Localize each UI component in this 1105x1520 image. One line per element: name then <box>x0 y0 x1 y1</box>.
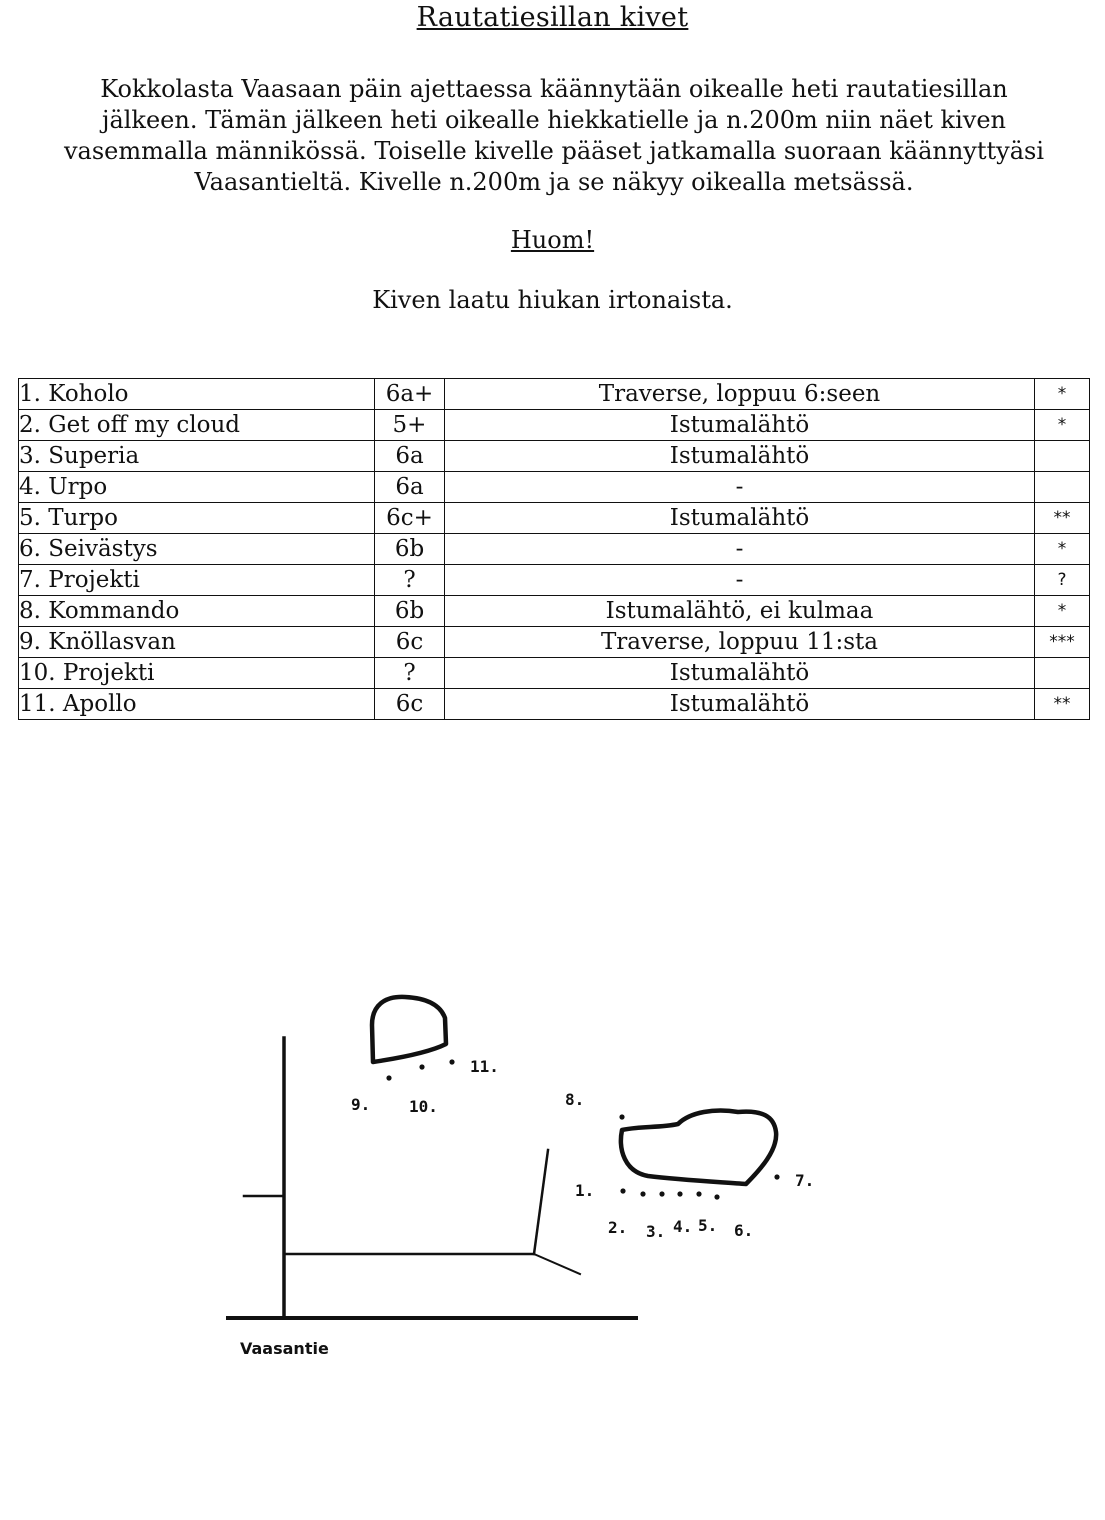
route-label-6: 6. <box>734 1221 754 1240</box>
route-description: - <box>445 534 1035 565</box>
route-description: - <box>445 472 1035 503</box>
route-stars: ** <box>1035 503 1090 534</box>
route-description: Istumalähtö <box>445 503 1035 534</box>
note-heading: Huom! <box>510 226 595 254</box>
route-row <box>19 410 1090 441</box>
route-name: 1. Koholo <box>19 379 375 410</box>
route-row <box>19 441 1090 472</box>
boulder-1-dots <box>386 1059 454 1080</box>
route-label-2: 2. <box>608 1218 628 1237</box>
route-name: 8. Kommando <box>19 596 375 627</box>
route-description: Istumalähtö <box>445 410 1035 441</box>
boulder-2-outline <box>621 1111 776 1185</box>
directions-line: jälkeen. Tämän jälkeen heti oikealle hiekkatielle ja n.200m niin näet kiven <box>102 106 1006 134</box>
route-row <box>19 534 1090 565</box>
route-grade: 6b <box>375 534 445 565</box>
route-stars <box>1035 441 1090 472</box>
route-stars: * <box>1035 410 1090 441</box>
route-description: Istumalähtö <box>445 441 1035 472</box>
route-name: 6. Seivästys <box>19 534 375 565</box>
route-label-5: 5. <box>698 1216 718 1235</box>
route-label-8: 8. <box>565 1090 585 1109</box>
route-grade: 6b <box>375 596 445 627</box>
route-description: Traverse, loppuu 6:seen <box>445 379 1035 410</box>
directions-line: vasemmalla männikössä. Toiselle kivelle pääset jatkamalla suoraan käännyttyäsi <box>63 137 1045 165</box>
route-name: 3. Superia <box>19 441 375 472</box>
route-row <box>19 503 1090 534</box>
sand-road-east <box>534 1254 580 1274</box>
route-stars <box>1035 472 1090 503</box>
route-stars: ** <box>1035 689 1090 720</box>
route-label-1: 1. <box>575 1181 595 1200</box>
route-grade: ? <box>375 565 445 596</box>
route-grade: 6a <box>375 441 445 472</box>
route-stars: * <box>1035 534 1090 565</box>
route-label-9: 9. <box>351 1095 371 1114</box>
route-grade: 6a <box>375 472 445 503</box>
route-stars: * <box>1035 379 1090 410</box>
route-grade: 5+ <box>375 410 445 441</box>
route-label-7: 7. <box>795 1171 815 1190</box>
directions-paragraph <box>20 74 1088 198</box>
route-description: Istumalähtö, ei kulmaa <box>445 596 1035 627</box>
route-row <box>19 472 1090 503</box>
routes-table <box>18 378 1090 720</box>
route-row <box>19 596 1090 627</box>
route-row <box>19 627 1090 658</box>
route-description: Istumalähtö <box>445 658 1035 689</box>
route-stars <box>1035 658 1090 689</box>
route-label-3: 3. <box>646 1222 666 1241</box>
route-description: Traverse, loppuu 11:sta <box>445 627 1035 658</box>
page-title: Rautatiesillan kivet <box>416 2 689 33</box>
routes-table-body <box>19 379 1090 720</box>
route-name: 9. Knöllasvan <box>19 627 375 658</box>
route-name: 5. Turpo <box>19 503 375 534</box>
sand-road-north <box>534 1150 548 1254</box>
route-grade: 6c+ <box>375 503 445 534</box>
route-grade: 6a+ <box>375 379 445 410</box>
road-network <box>228 1038 636 1318</box>
route-row <box>19 379 1090 410</box>
route-row <box>19 689 1090 720</box>
directions-line: Kokkolasta Vaasaan päin ajettaessa käännytään oikealle heti rautatiesillan <box>100 75 1008 103</box>
route-description: - <box>445 565 1035 596</box>
route-grade: 6c <box>375 689 445 720</box>
route-grade: ? <box>375 658 445 689</box>
route-description: Istumalähtö <box>445 689 1035 720</box>
route-label-10: 10. <box>409 1097 438 1116</box>
route-name: 2. Get off my cloud <box>19 410 375 441</box>
route-name: 11. Apollo <box>19 689 375 720</box>
route-label-11: 11. <box>470 1057 499 1076</box>
route-grade: 6c <box>375 627 445 658</box>
boulder-map <box>0 960 1105 1380</box>
route-name: 10. Projekti <box>19 658 375 689</box>
road-label: Vaasantie <box>240 1339 329 1358</box>
route-stars: ? <box>1035 565 1090 596</box>
directions-line: Vaasantieltä. Kivelle n.200m ja se näkyy oikealla metsässä. <box>194 168 914 196</box>
boulder-1-outline <box>372 997 446 1062</box>
route-row <box>19 658 1090 689</box>
note-text: Kiven laatu hiukan irtonaista. <box>372 286 733 314</box>
route-stars: * <box>1035 596 1090 627</box>
route-name: 7. Projekti <box>19 565 375 596</box>
route-name: 4. Urpo <box>19 472 375 503</box>
route-stars: *** <box>1035 627 1090 658</box>
route-row <box>19 565 1090 596</box>
route-label-4: 4. <box>673 1217 693 1236</box>
